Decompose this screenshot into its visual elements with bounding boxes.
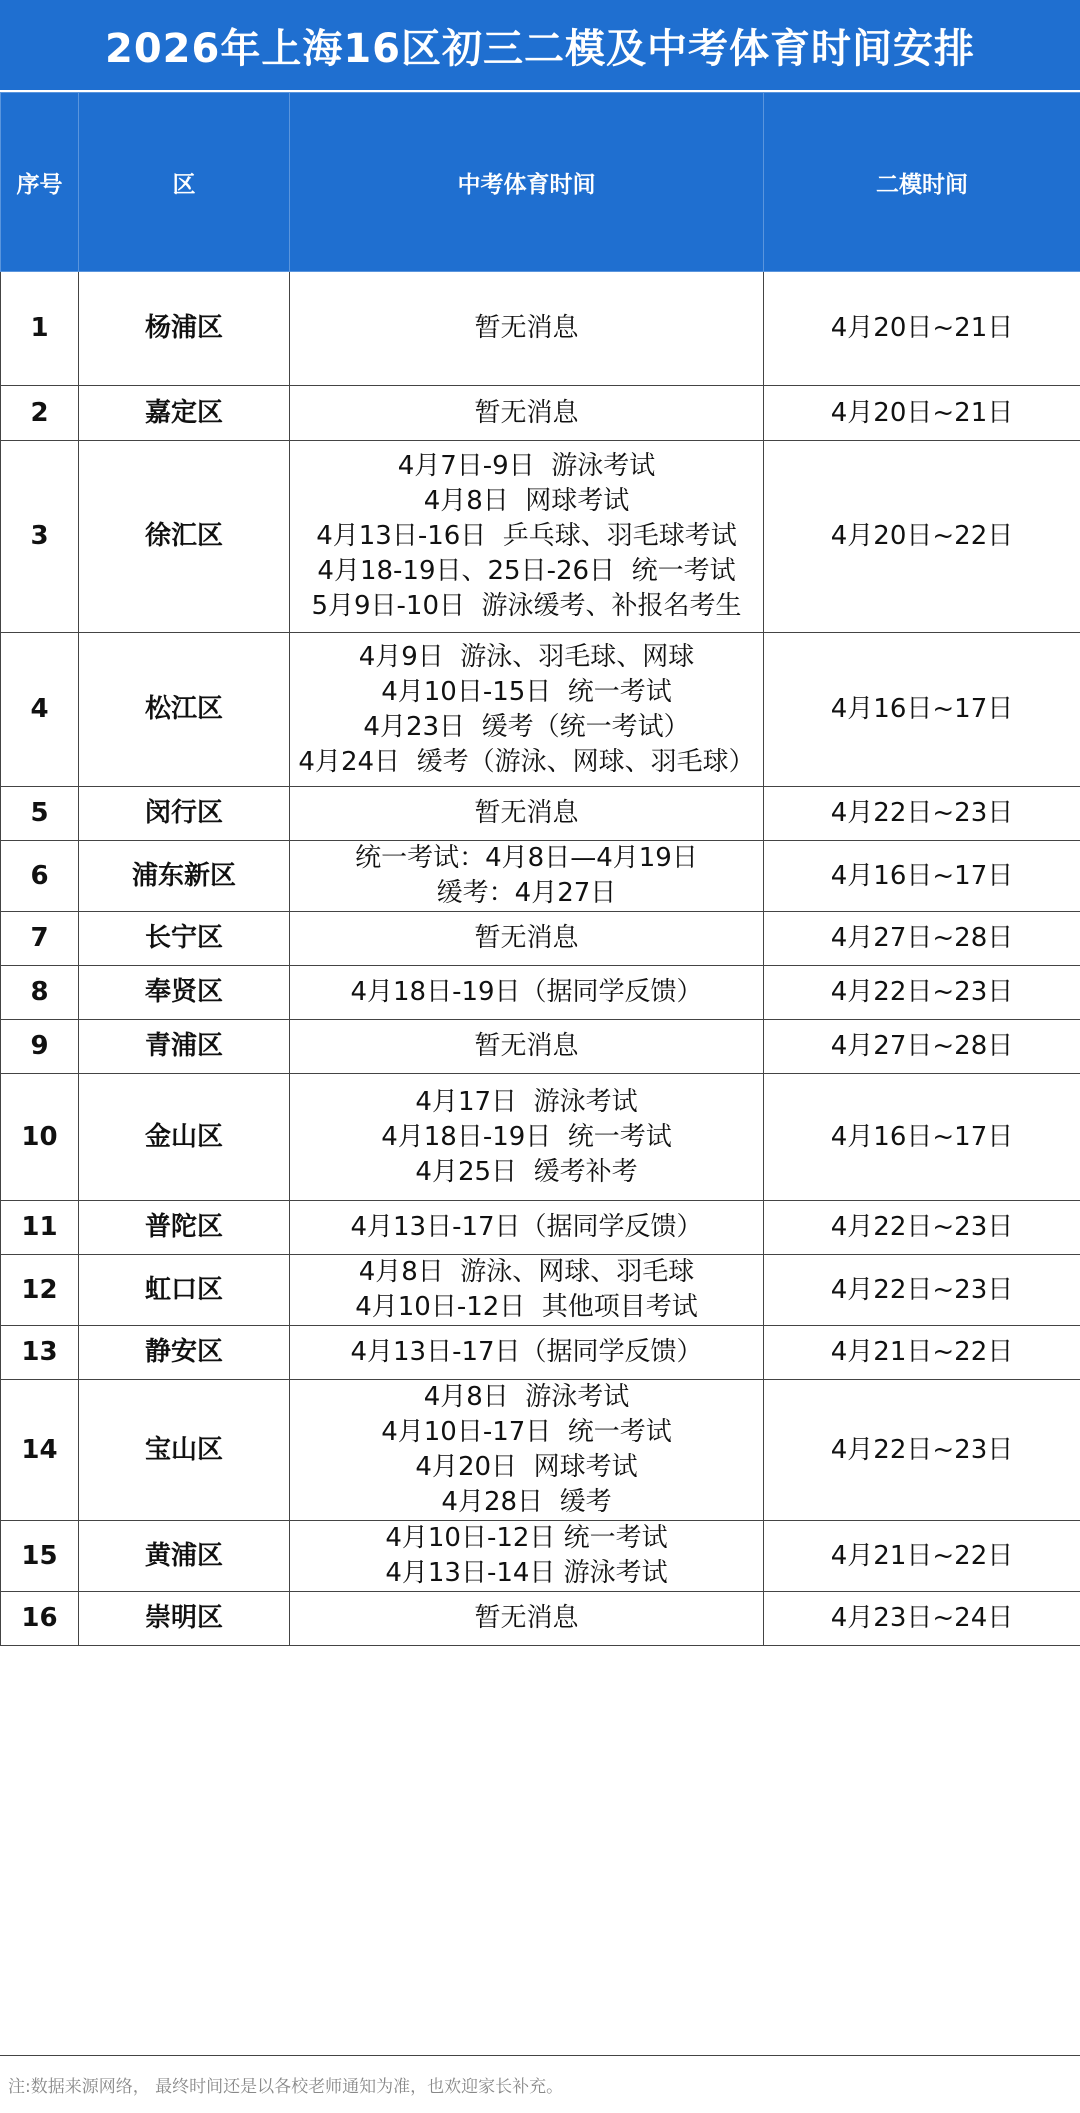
row-number: 1 (1, 272, 79, 386)
district-name: 奉贤区 (79, 966, 290, 1020)
pe-time-line: 4月24日 缓考（游泳、网球、羽毛球） (298, 746, 755, 777)
row-number: 9 (1, 1020, 79, 1074)
mock-exam-time: 4月27日~28日 (764, 1020, 1080, 1074)
row-number: 13 (1, 1326, 79, 1380)
district-name: 崇明区 (79, 1592, 290, 1646)
pe-time-line: 暂无消息 (474, 798, 579, 828)
pe-time-line: 统一考试：4月8日—4月19日 (355, 843, 698, 873)
row-number: 15 (1, 1521, 79, 1592)
table-row (1, 1326, 1080, 1380)
mock-exam-time: 4月16日~17日 (764, 841, 1080, 912)
row-number: 8 (1, 966, 79, 1020)
pe-time-line: 5月9日-10日 游泳缓考、补报名考生 (311, 591, 742, 621)
table-body (1, 272, 1080, 1646)
row-number: 4 (1, 633, 79, 787)
pe-time-cell (290, 386, 764, 441)
mock-exam-time: 4月20日~21日 (764, 386, 1080, 441)
pe-time-line: 4月9日 游泳、羽毛球、网球 (358, 641, 695, 672)
pe-time-cell (290, 1592, 764, 1646)
footnote: 注:数据来源网络， 最终时间还是以各校老师通知为准，也欢迎家长补充。 (0, 2055, 1080, 2113)
table-row (1, 841, 1080, 912)
table-row (1, 1380, 1080, 1521)
mock-exam-time: 4月16日~17日 (764, 1074, 1080, 1201)
row-number: 14 (1, 1380, 79, 1521)
pe-time-line: 4月10日-17日 统一考试 (381, 1417, 672, 1447)
district-name: 杨浦区 (79, 272, 290, 386)
row-number: 5 (1, 787, 79, 841)
row-number: 11 (1, 1201, 79, 1255)
pe-time-cell (290, 441, 764, 633)
table-row (1, 912, 1080, 966)
pe-time-line: 4月18日-19日 统一考试 (381, 1121, 672, 1152)
pe-time-cell (290, 1201, 764, 1255)
pe-time-cell (290, 1074, 764, 1201)
row-number: 10 (1, 1074, 79, 1201)
pe-time-cell (290, 1020, 764, 1074)
pe-time-line: 暂无消息 (474, 397, 579, 428)
row-number: 12 (1, 1255, 79, 1326)
table-row (1, 633, 1080, 787)
mock-exam-time: 4月22日~23日 (764, 966, 1080, 1020)
pe-time-line: 暂无消息 (474, 1031, 579, 1061)
pe-time-line: 4月7日-9日 游泳考试 (397, 451, 656, 481)
pe-time-line: 4月20日 网球考试 (415, 1452, 638, 1482)
page-title: 2026年上海16区初三二模及中考体育时间安排 (0, 0, 1080, 92)
district-name: 金山区 (79, 1074, 290, 1201)
table-row (1, 787, 1080, 841)
pe-time-line: 暂无消息 (474, 313, 579, 343)
table-row (1, 1201, 1080, 1255)
header-district: 区 (79, 93, 290, 272)
pe-time-line: 4月18-19日、25日-26日 统一考试 (317, 556, 736, 586)
mock-exam-time: 4月20日~22日 (764, 441, 1080, 633)
pe-time-line: 4月10日-15日 统一考试 (381, 676, 672, 707)
pe-time-line: 缓考：4月27日 (436, 878, 617, 908)
schedule-table (0, 92, 1080, 1646)
pe-time-line: 4月28日 缓考 (441, 1487, 612, 1517)
table-row (1, 386, 1080, 441)
mock-exam-time: 4月23日~24日 (764, 1592, 1080, 1646)
district-name: 松江区 (79, 633, 290, 787)
header-no: 序号 (1, 93, 79, 272)
pe-time-line: 4月13日-17日（据同学反馈） (350, 1337, 703, 1367)
pe-time-line: 暂无消息 (474, 923, 579, 953)
header-mock-time: 二模时间 (764, 93, 1080, 272)
pe-time-cell (290, 787, 764, 841)
row-number: 16 (1, 1592, 79, 1646)
mock-exam-time: 4月22日~23日 (764, 1201, 1080, 1255)
mock-exam-time: 4月27日~28日 (764, 912, 1080, 966)
row-number: 2 (1, 386, 79, 441)
row-number: 6 (1, 841, 79, 912)
pe-time-cell (290, 272, 764, 386)
district-name: 青浦区 (79, 1020, 290, 1074)
district-name: 虹口区 (79, 1255, 290, 1326)
pe-time-line: 4月10日-12日 统一考试 (385, 1523, 668, 1553)
mock-exam-time: 4月16日~17日 (764, 633, 1080, 787)
pe-time-line: 4月18日-19日（据同学反馈） (350, 977, 703, 1007)
table-row (1, 1521, 1080, 1592)
pe-time-cell (290, 841, 764, 912)
row-number: 7 (1, 912, 79, 966)
district-name: 嘉定区 (79, 386, 290, 441)
pe-time-cell (290, 966, 764, 1020)
district-name: 普陀区 (79, 1201, 290, 1255)
pe-time-cell (290, 1521, 764, 1592)
pe-time-line: 4月25日 缓考补考 (415, 1156, 638, 1187)
pe-time-line: 4月13日-17日（据同学反馈） (350, 1212, 703, 1242)
district-name: 徐汇区 (79, 441, 290, 633)
district-name: 浦东新区 (79, 841, 290, 912)
table-row (1, 1074, 1080, 1201)
mock-exam-time: 4月20日~21日 (764, 272, 1080, 386)
pe-time-cell (290, 912, 764, 966)
pe-time-line: 4月8日 网球考试 (423, 486, 630, 516)
pe-time-line: 4月10日-12日 其他项目考试 (355, 1292, 698, 1322)
header-pe-time: 中考体育时间 (290, 93, 764, 272)
pe-time-line: 4月17日 游泳考试 (415, 1086, 638, 1117)
district-name: 长宁区 (79, 912, 290, 966)
table-row (1, 1592, 1080, 1646)
pe-time-cell (290, 633, 764, 787)
pe-time-line: 4月8日 游泳、网球、羽毛球 (358, 1257, 695, 1287)
pe-time-cell (290, 1255, 764, 1326)
table-row (1, 966, 1080, 1020)
table-header-row (1, 93, 1080, 272)
table-row (1, 1020, 1080, 1074)
pe-time-cell (290, 1380, 764, 1521)
row-number: 3 (1, 441, 79, 633)
district-name: 宝山区 (79, 1380, 290, 1521)
pe-time-line: 4月8日 游泳考试 (423, 1382, 630, 1412)
table-row (1, 441, 1080, 633)
mock-exam-time: 4月22日~23日 (764, 1255, 1080, 1326)
pe-time-cell (290, 1326, 764, 1380)
pe-time-line: 4月13日-16日 乒乓球、羽毛球考试 (316, 521, 737, 551)
pe-time-line: 暂无消息 (474, 1603, 579, 1633)
table-row (1, 272, 1080, 386)
table-row (1, 1255, 1080, 1326)
mock-exam-time: 4月21日~22日 (764, 1521, 1080, 1592)
mock-exam-time: 4月22日~23日 (764, 787, 1080, 841)
district-name: 黄浦区 (79, 1521, 290, 1592)
mock-exam-time: 4月21日~22日 (764, 1326, 1080, 1380)
mock-exam-time: 4月22日~23日 (764, 1380, 1080, 1521)
district-name: 闵行区 (79, 787, 290, 841)
pe-time-line: 4月23日 缓考（统一考试） (363, 711, 690, 742)
pe-time-line: 4月13日-14日 游泳考试 (385, 1558, 668, 1588)
district-name: 静安区 (79, 1326, 290, 1380)
